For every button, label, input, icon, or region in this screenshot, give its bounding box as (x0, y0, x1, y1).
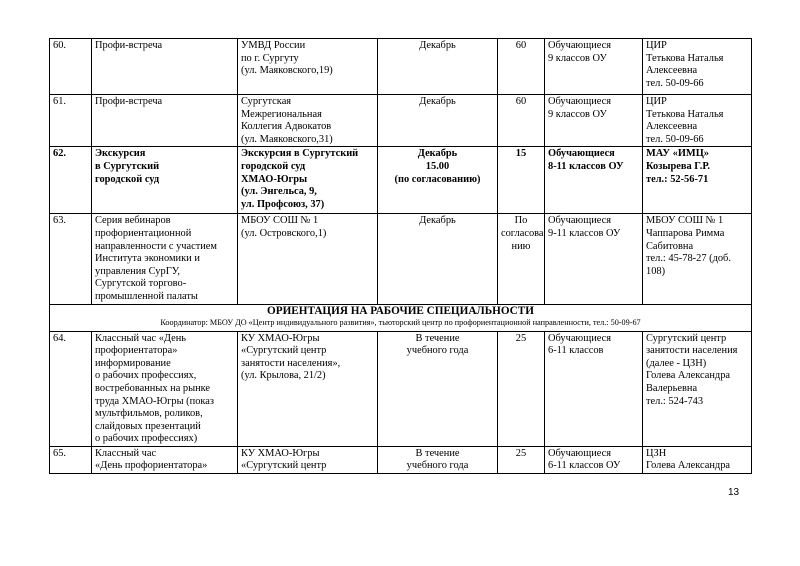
cell-place: КУ ХМАО-Югры «Сургутский центр (238, 446, 378, 473)
cell-responsible: Сургутский центр занятости населения (далее - ЦЗН) Голева Александра Валерьевна тел.: 524-743 (643, 331, 752, 446)
cell-place: УМВД России по г. Сургуту (ул. Маяковского,19) (238, 39, 378, 95)
cell-event: Экскурсия в Сургутский городской суд (92, 147, 238, 214)
cell-participants: Обучающиеся 6-11 классов ОУ (545, 446, 643, 473)
cell-place: Сургутская Межрегиональная Коллегия Адвокатов (ул. Маяковского,31) (238, 95, 378, 147)
cell-participants: Обучающиеся 9 классов ОУ (545, 39, 643, 95)
section-cell (50, 304, 752, 331)
table-row (50, 39, 752, 95)
cell-number: 65. (50, 446, 92, 473)
table-row (50, 446, 752, 473)
table-row (50, 147, 752, 214)
page-number: 13 (728, 487, 740, 498)
cell-count: 15 (498, 147, 545, 214)
section-title: ОРИЕНТАЦИЯ НА РАБОЧИЕ СПЕЦИАЛЬНОСТИ (267, 304, 534, 317)
cell-count: 60 (498, 95, 545, 147)
cell-number: 60. (50, 39, 92, 95)
cell-count: 25 (498, 446, 545, 473)
table-body-top (50, 39, 752, 305)
cell-date: Декабрь (378, 39, 498, 95)
section-coordinator: Координатор: МБОУ ДО «Центр индивидуального развития», тьюторский центр по профориентационной направленности, тел.: 50-09-67 (160, 317, 641, 327)
table-body-bottom (50, 331, 752, 474)
cell-participants: Обучающиеся 8-11 классов ОУ (545, 147, 643, 214)
cell-participants: Обучающиеся 9 классов ОУ (545, 95, 643, 147)
cell-event: Классный час «День профориентатора» (92, 446, 238, 473)
cell-number: 61. (50, 95, 92, 147)
cell-event: Серия вебинаров профориентационной направленности с участием Института экономики и управления СурГУ, Сургутской торгово- промышленной палаты (92, 214, 238, 304)
section-row (50, 304, 752, 331)
table-row (50, 95, 752, 147)
cell-date: Декабрь (378, 214, 498, 304)
section-block (50, 304, 752, 331)
cell-date: Декабрь 15.00 (по согласованию) (378, 147, 498, 214)
cell-event: Профи-встреча (92, 95, 238, 147)
cell-count: 25 (498, 331, 545, 446)
cell-count: По согласова нию (498, 214, 545, 304)
cell-date: Декабрь (378, 95, 498, 147)
cell-number: 62. (50, 147, 92, 214)
cell-place: МБОУ СОШ № 1 (ул. Островского,1) (238, 214, 378, 304)
cell-responsible: ЦИР Тетькова Наталья Алексеевна тел. 50-09-66 (643, 95, 752, 147)
cell-place: КУ ХМАО-Югры «Сургутский центр занятости населения», (ул. Крылова, 21/2) (238, 331, 378, 446)
table-row (50, 214, 752, 304)
cell-number: 63. (50, 214, 92, 304)
cell-participants: Обучающиеся 9-11 классов ОУ (545, 214, 643, 304)
cell-responsible: ЦИР Тетькова Наталья Алексеевна тел. 50-09-66 (643, 39, 752, 95)
table-row (50, 331, 752, 446)
cell-count: 60 (498, 39, 545, 95)
cell-responsible: МАУ «ИМЦ» Козырева Г.Р. тел.: 52-56-71 (643, 147, 752, 214)
cell-number: 64. (50, 331, 92, 446)
cell-participants: Обучающиеся 6-11 классов (545, 331, 643, 446)
cell-event: Профи-встреча (92, 39, 238, 95)
cell-responsible: МБОУ СОШ № 1 Чаппарова Римма Сабитовна тел.: 45-78-27 (доб. 108) (643, 214, 752, 304)
cell-date: В течение учебного года (378, 446, 498, 473)
cell-date: В течение учебного года (378, 331, 498, 446)
cell-event: Классный час «День профориентатора» информирование о рабочих профессиях, востребованных на рынке труда ХМАО-Югры (показ мультфильмов, роликов, слайдовых презентаций о рабочих профессиях) (92, 331, 238, 446)
events-table (49, 38, 752, 474)
cell-place: Экскурсия в Сургутский городской суд ХМАО-Югры (ул. Энгельса, 9, ул. Профсоюз, 37) (238, 147, 378, 214)
cell-responsible: ЦЗН Голева Александра (643, 446, 752, 473)
